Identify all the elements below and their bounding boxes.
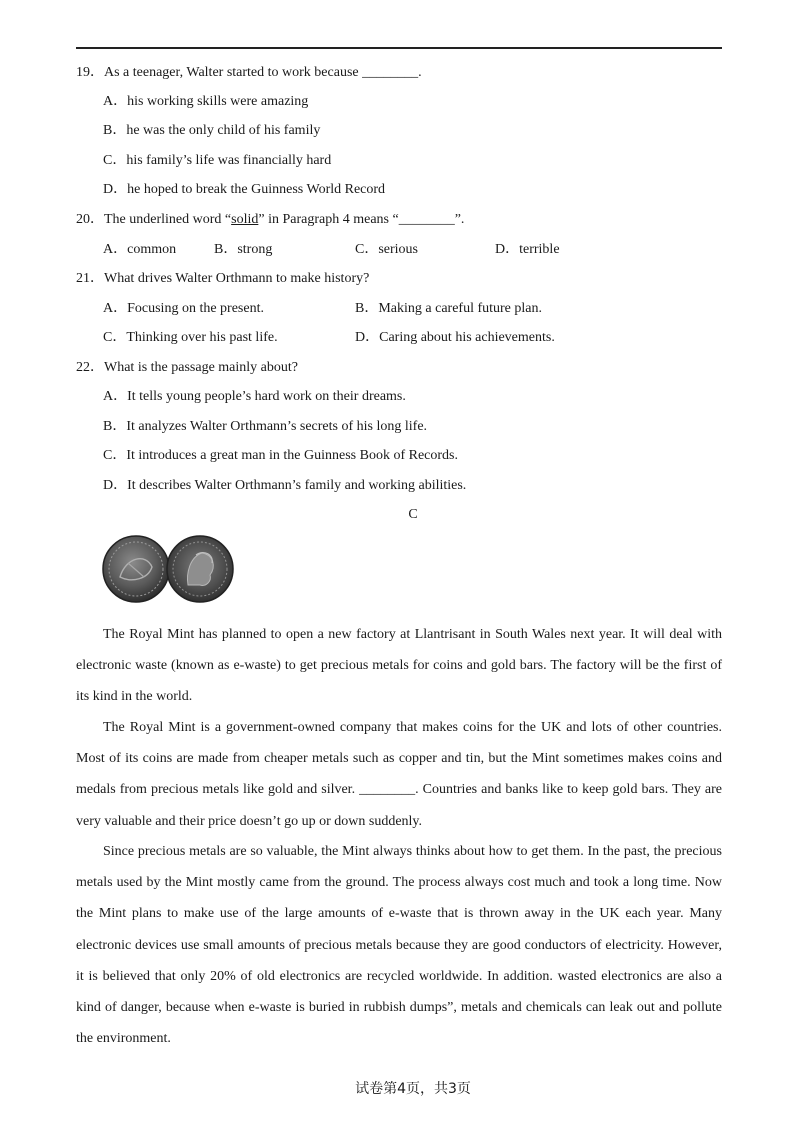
paragraph-line: it is believed that only 20% of old electronics are recycled worldwide. In addition. wasted electronics are also a (76, 968, 722, 984)
question-22-option-a[interactable]: A．It tells young people’s hard work on their dreams. (103, 389, 406, 404)
question-20-stem (76, 211, 464, 229)
question-20-option-a[interactable]: A．common (103, 242, 177, 257)
question-21-option-d[interactable]: D．Caring about his achievements. (355, 330, 555, 345)
question-21-stem: 21．What drives Walter Orthmann to make history? (76, 271, 370, 286)
question-21-option-c[interactable]: C．Thinking over his past life. (103, 330, 278, 345)
page-footer: 试卷第4页，共3页 (355, 1081, 471, 1097)
section-label: C (408, 507, 418, 522)
header-rule (76, 47, 722, 49)
question-19-option-d[interactable]: D．he hoped to break the Guinness World Record (103, 182, 386, 197)
paragraph-line: medals from precious metals like gold and silver. ________. Countries and banks like to keep gold bars. They are (76, 782, 722, 798)
paragraph-line: The Royal Mint is a government-owned company that makes coins for the UK and lots of other countries. (103, 720, 722, 735)
paragraph-2 (76, 712, 722, 837)
paragraph-line: Most of its coins are made from cheaper metals such as copper and tin, but the Mint sometimes makes coins and (76, 751, 722, 767)
question-20-stem-pre: 20．The underlined word “ (76, 212, 232, 227)
question-20-stem-post: ” in Paragraph 4 means “________”. (258, 212, 465, 227)
question-19-option-a[interactable]: A．his working skills were amazing (103, 94, 309, 109)
question-19-stem: 19．As a teenager, Walter started to work because ________. (76, 65, 422, 80)
question-20-option-d[interactable]: D．terrible (495, 242, 560, 257)
paragraph-line: metals used by the Mint mostly came from the ground. The process always cost much and took a long time. Now (76, 875, 722, 891)
paragraph-line: its kind in the world. (76, 689, 193, 705)
question-22-option-b[interactable]: B．It analyzes Walter Orthmann’s secrets of his long life. (103, 419, 428, 434)
paragraph-line: very valuable and their price doesn’t go up or down suddenly. (76, 813, 423, 829)
paragraph-line: The Royal Mint has planned to open a new factory at Llantrisant in South Wales next year. It will deal with (103, 627, 722, 642)
paragraph-line: the environment. (76, 1031, 171, 1047)
underlined-word: solid (231, 212, 259, 227)
paragraph-line: kind of danger, because when e-waste is buried in rubbish dumps”, metals and chemicals can leak out and pollute (76, 1000, 722, 1016)
question-22-option-d[interactable]: D．It describes Walter Orthmann’s family and working abilities. (103, 478, 467, 493)
paragraph-3 (76, 836, 722, 1054)
question-19-option-b[interactable]: B．he was the only child of his family (103, 123, 321, 138)
question-22-option-c[interactable]: C．It introduces a great man in the Guinness Book of Records. (103, 448, 458, 463)
paragraph-line: electronic devices use small amounts of precious metals because they are good conductors of electricity. However, (76, 937, 722, 953)
paragraph-line: the Mint plans to make use of the large amounts of e-waste that is thrown away in the UK each year. Many (76, 906, 722, 922)
paragraph-line: Since precious metals are so valuable, the Mint always thinks about how to get them. In the past, the precious (103, 844, 722, 859)
question-22-stem: 22．What is the passage mainly about? (76, 360, 298, 375)
question-20-option-b[interactable]: B．strong (214, 242, 273, 257)
question-20-option-c[interactable]: C．serious (355, 242, 418, 257)
question-21-option-a[interactable]: A．Focusing on the present. (103, 301, 264, 316)
coins-image (100, 533, 236, 605)
question-21-option-b[interactable]: B．Making a careful future plan. (355, 301, 542, 316)
paragraph-1 (76, 619, 722, 713)
paragraph-line: electronic waste (known as e-waste) to get precious metals for coins and gold bars. The factory will be the first of (76, 658, 722, 674)
question-19-option-c[interactable]: C．his family’s life was financially hard (103, 153, 332, 168)
